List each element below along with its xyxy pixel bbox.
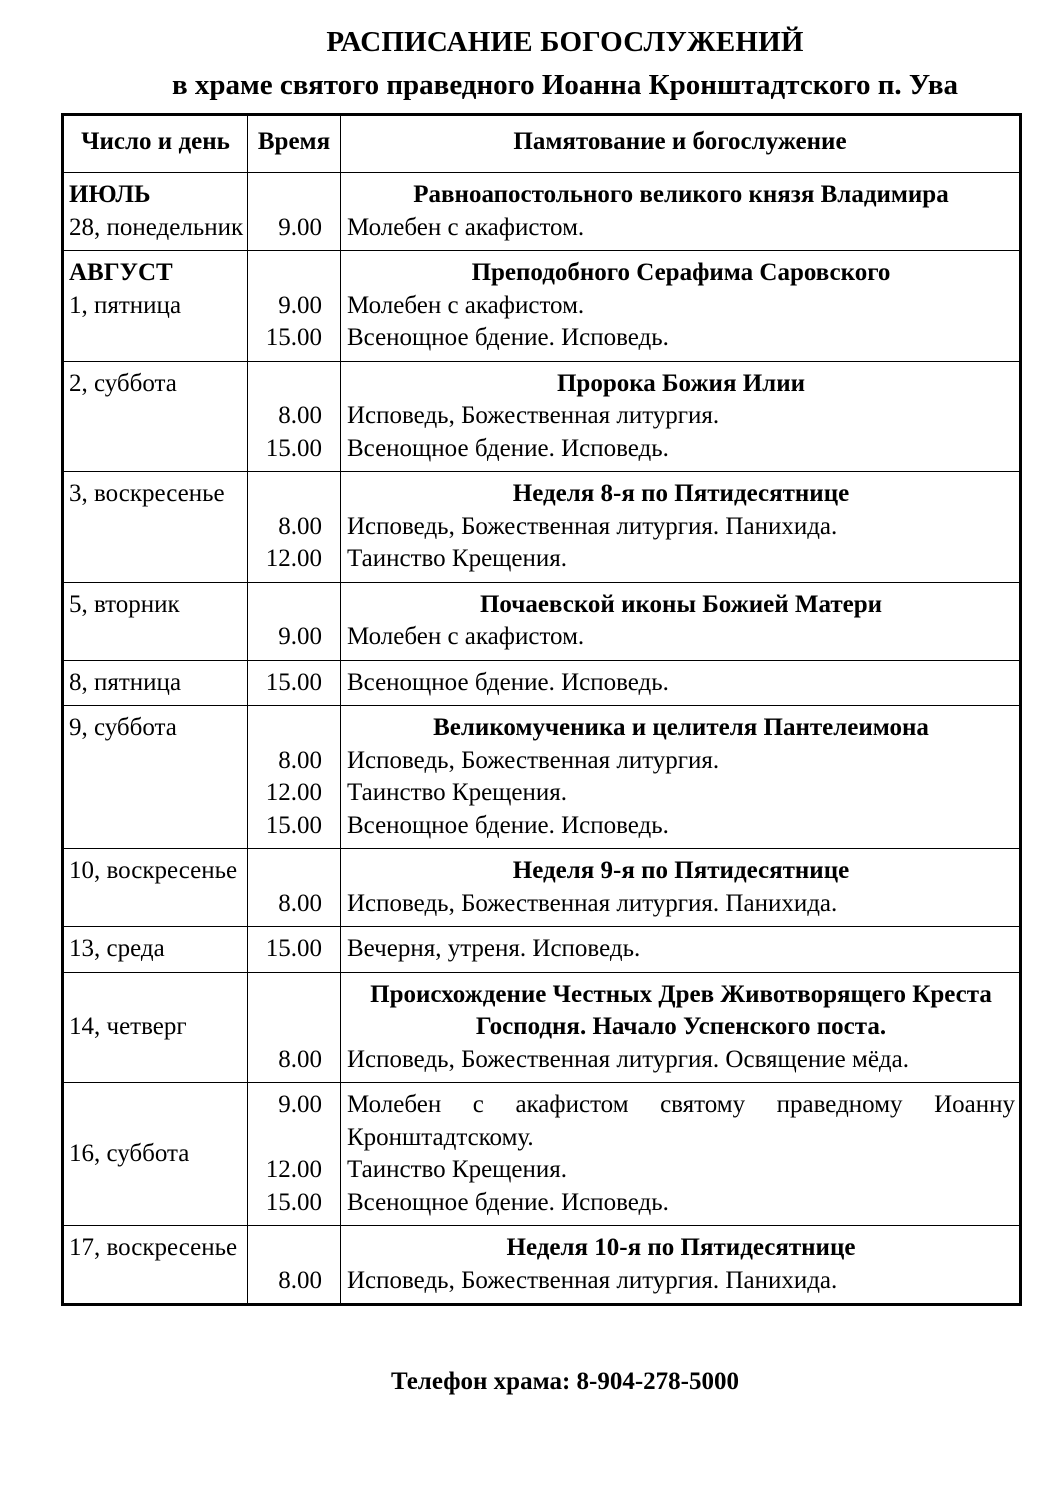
date-cell (63, 1226, 248, 1305)
feast-title: Неделя 8-я по Пятидесятнице (512, 480, 850, 507)
service-cell (341, 173, 1021, 251)
service-cell (341, 706, 1021, 849)
service-text: Исповедь, Божественная литургия. Панихида. (347, 1266, 838, 1294)
service-cell (341, 472, 1021, 583)
service-time: 9.00 (278, 1091, 322, 1118)
feast-title: Великомученика и целителя Пантелеимона (433, 714, 929, 741)
time-cell (248, 927, 341, 973)
feast-title: Почаевской иконы Божией Матери (479, 590, 883, 618)
service-time: 8.00 (278, 512, 322, 540)
service-text: Всенощное бдение. Исповедь. (347, 434, 669, 462)
service-text: Всенощное бдение. Исповедь. (347, 1188, 669, 1216)
service-text: Таинство Крещения. (347, 1156, 568, 1183)
table-row (63, 927, 1021, 973)
feast-title: Происхождение Честных Древ Животворящего Креста Господня. Начало Успенского поста. (370, 980, 992, 1040)
service-text: Исповедь, Божественная литургия. (347, 402, 720, 429)
table-header-row (63, 115, 1021, 173)
service-text: Молебен с акафистом. (347, 291, 585, 319)
time-cell (248, 1226, 341, 1305)
day-label: 16, суббота (69, 1139, 190, 1167)
feast-title: Преподобного Серафима Саровского (471, 259, 891, 286)
service-text: Всенощное бдение. Исповедь. (347, 324, 669, 351)
service-text: Таинство Крещения. (347, 545, 568, 572)
day-label: 2, суббота (69, 369, 177, 397)
service-cell (341, 972, 1021, 1083)
day-label: 3, воскресенье (69, 480, 225, 507)
service-time: 15.00 (265, 811, 322, 839)
service-text: Исповедь, Божественная литургия. Панихида. (347, 512, 838, 540)
day-label: 1, пятница (69, 291, 182, 319)
table-row (63, 582, 1021, 660)
service-time: 9.00 (278, 291, 322, 319)
time-cell (248, 582, 341, 660)
feast-title: Неделя 10-я по Пятидесятнице (506, 1234, 856, 1261)
service-text: Вечерня, утреня. Исповедь. (347, 935, 641, 962)
service-time: 15.00 (265, 1188, 322, 1216)
date-cell (63, 251, 248, 362)
time-cell (248, 472, 341, 583)
service-time: 15.00 (265, 935, 322, 962)
service-text: Всенощное бдение. Исповедь. (347, 811, 669, 839)
service-time: 8.00 (278, 402, 322, 429)
column-header-service: Памятование и богослужение (341, 115, 1021, 173)
day-label: 9, суббота (69, 714, 177, 741)
service-cell (341, 582, 1021, 660)
table-row (63, 173, 1021, 251)
time-cell (248, 972, 341, 1083)
date-cell (63, 1083, 248, 1226)
table-row (63, 361, 1021, 472)
service-cell (341, 660, 1021, 706)
table-row (63, 706, 1021, 849)
service-cell (341, 927, 1021, 973)
time-cell (248, 706, 341, 849)
table-row (63, 251, 1021, 362)
table-row (63, 472, 1021, 583)
column-header-time: Время (248, 115, 341, 173)
service-cell (341, 251, 1021, 362)
month-label: АВГУСТ (69, 259, 173, 286)
table-row (63, 660, 1021, 706)
schedule-table (61, 113, 1022, 1306)
service-time: 15.00 (265, 434, 322, 462)
column-header-date: Число и день (63, 115, 248, 173)
service-time: 15.00 (265, 668, 322, 696)
day-label: 17, воскресенье (69, 1234, 238, 1261)
service-time: 9.00 (278, 623, 322, 650)
date-cell (63, 660, 248, 706)
service-text: Исповедь, Божественная литургия. Освящение мёда. (347, 1045, 909, 1073)
feast-title: Равноапостольного великого князя Владимира (413, 181, 949, 208)
service-cell (341, 361, 1021, 472)
service-time: 8.00 (278, 1266, 322, 1294)
service-text: Исповедь, Божественная литургия. Панихида. (347, 889, 838, 917)
page-subtitle: в храме святого праведного Иоанна Кронштадтского п. Ува (172, 69, 958, 101)
time-cell (248, 849, 341, 927)
day-label: 13, среда (69, 935, 165, 962)
day-label: 14, четверг (69, 1013, 187, 1040)
table-row (63, 1083, 1021, 1226)
time-cell (248, 660, 341, 706)
table-row (63, 849, 1021, 927)
feast-title: Пророка Божия Илии (556, 369, 806, 397)
date-cell (63, 927, 248, 973)
service-cell (341, 1226, 1021, 1305)
service-cell (341, 1083, 1021, 1226)
date-cell (63, 706, 248, 849)
day-label: 5, вторник (69, 590, 180, 618)
feast-title: Неделя 9-я по Пятидесятнице (512, 857, 850, 884)
service-cell (341, 849, 1021, 927)
service-text: Таинство Крещения. (347, 779, 568, 806)
date-cell (63, 361, 248, 472)
phone-footer: Телефон храма: 8-904-278-5000 (390, 1368, 739, 1395)
month-label: ИЮЛЬ (69, 181, 151, 208)
time-cell (248, 251, 341, 362)
page-title: РАСПИСАНИЕ БОГОСЛУЖЕНИЙ (326, 26, 804, 58)
table-row (63, 972, 1021, 1083)
service-time: 12.00 (265, 545, 322, 572)
date-cell (63, 582, 248, 660)
time-cell (248, 173, 341, 251)
time-cell (248, 361, 341, 472)
service-time: 12.00 (265, 779, 322, 806)
service-time: 12.00 (265, 1156, 322, 1183)
service-time: 15.00 (265, 324, 322, 351)
date-cell (63, 173, 248, 251)
date-cell (63, 972, 248, 1083)
service-time: 8.00 (278, 889, 322, 917)
service-time: 8.00 (278, 746, 322, 774)
day-label: 28, понедельник (69, 213, 244, 241)
table-row (63, 1226, 1021, 1305)
service-time: 8.00 (278, 1045, 322, 1073)
service-text: Исповедь, Божественная литургия. (347, 746, 720, 774)
date-cell (63, 849, 248, 927)
service-text: Всенощное бдение. Исповедь. (347, 668, 669, 696)
time-cell (248, 1083, 341, 1226)
service-text: Молебен с акафистом. (347, 213, 585, 241)
day-label: 8, пятница (69, 668, 182, 696)
day-label: 10, воскресенье (69, 857, 238, 884)
service-time: 9.00 (278, 213, 322, 241)
date-cell (63, 472, 248, 583)
service-text: Молебен с акафистом. (347, 623, 585, 650)
service-text: Молебен с акафистом святому праведному Иоанну Кронштадтскому. (347, 1091, 1015, 1151)
